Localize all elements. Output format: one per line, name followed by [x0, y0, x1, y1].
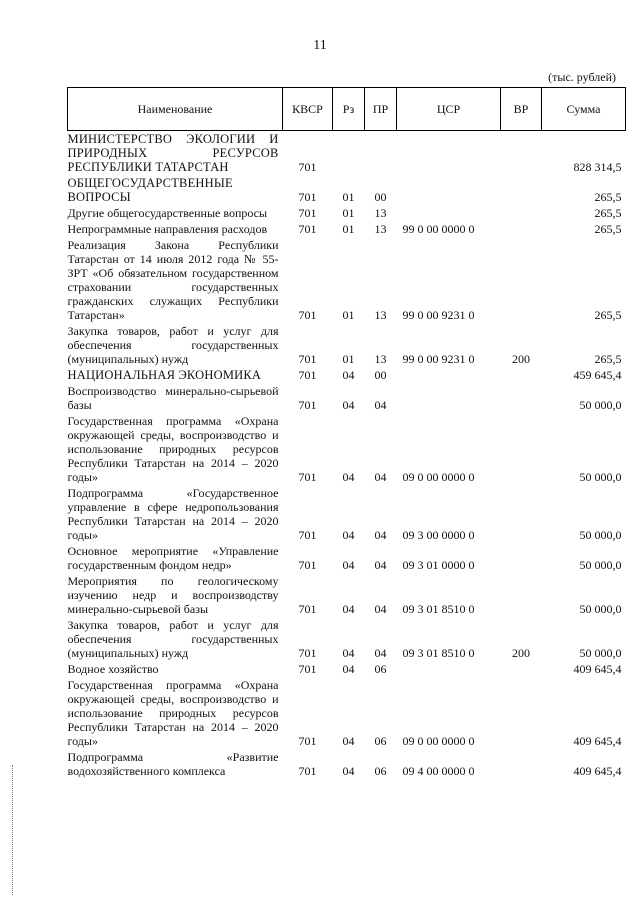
cell-rz: 04 — [342, 398, 355, 412]
cell-sum: 50 000,0 — [579, 398, 622, 412]
cell-rz: 04 — [342, 558, 355, 572]
cell-kvsr: 701 — [298, 190, 317, 204]
margin-dotted-mark — [12, 765, 13, 895]
cell-sum: 409 645,4 — [573, 764, 622, 778]
table-row — [68, 543, 626, 573]
cell-name: Воспроизводство минерально-сырьевой базы — [67, 384, 279, 412]
cell-name: Основное мероприятие «Управление государственным фондом недр» — [67, 544, 279, 572]
cell-sum: 50 000,0 — [579, 470, 622, 484]
cell-kvsr: 701 — [298, 662, 317, 676]
cell-name: НАЦИОНАЛЬНАЯ ЭКОНОМИКА — [67, 368, 262, 382]
table-row — [68, 485, 626, 543]
cell-pr: 06 — [374, 764, 387, 778]
cell-sum: 265,5 — [594, 352, 622, 366]
cell-rz: 04 — [342, 764, 355, 778]
cell-name: Непрограммные направления расходов — [67, 222, 268, 236]
header-pr: ПР — [365, 88, 397, 131]
cell-kvsr: 701 — [298, 602, 317, 616]
table-row — [68, 205, 626, 221]
cell-rz: 04 — [342, 528, 355, 542]
cell-csr: 09 4 00 0000 0 — [402, 764, 475, 778]
cell-pr: 13 — [374, 352, 387, 366]
header-kvsr: КВСР — [283, 88, 333, 131]
cell-vr — [501, 383, 542, 413]
cell-name: Подпрограмма «Государственное управление в сфере недропользования Республики Татарстан на 2014 – 2020 годы» — [67, 486, 279, 542]
cell-vr — [501, 485, 542, 543]
cell-kvsr: 701 — [298, 160, 317, 174]
cell-rz: 01 — [342, 206, 355, 220]
cell-pr: 04 — [374, 558, 387, 572]
cell-vr — [501, 175, 542, 205]
table-row — [68, 367, 626, 383]
cell-kvsr: 701 — [298, 368, 317, 382]
cell-sum: 265,5 — [594, 308, 622, 322]
cell-vr — [501, 205, 542, 221]
cell-rz: 04 — [342, 470, 355, 484]
cell-pr: 13 — [374, 308, 387, 322]
cell-sum: 50 000,0 — [579, 558, 622, 572]
table-row — [68, 661, 626, 677]
cell-csr — [397, 131, 501, 176]
cell-kvsr: 701 — [298, 764, 317, 778]
cell-pr: 04 — [374, 646, 387, 660]
cell-kvsr: 701 — [298, 206, 317, 220]
cell-vr — [501, 237, 542, 323]
cell-pr: 13 — [374, 206, 387, 220]
cell-rz: 04 — [342, 734, 355, 748]
cell-csr — [397, 205, 501, 221]
cell-csr: 09 0 00 0000 0 — [402, 734, 475, 748]
cell-rz: 01 — [342, 190, 355, 204]
cell-vr — [501, 661, 542, 677]
cell-vr: 200 — [512, 646, 530, 660]
cell-sum: 50 000,0 — [579, 602, 622, 616]
cell-name: Мероприятия по геологическому изучению недр и воспроизводству минерально-сырьевой базы — [67, 574, 279, 616]
cell-name: МИНИСТЕРСТВО ЭКОЛОГИИ И ПРИРОДНЫХ РЕСУРСОВ РЕСПУБЛИКИ ТАТАРСТАН — [67, 132, 279, 174]
cell-vr — [501, 749, 542, 779]
header-name: Наименование — [68, 88, 283, 131]
cell-name: Реализация Закона Республики Татарстан от 14 июля 2012 года № 55-ЗРТ «Об обязательном государственном страховании государственных гражданских служащих Республики Татарстан» — [67, 238, 279, 322]
cell-pr: 04 — [374, 602, 387, 616]
cell-sum: 265,5 — [594, 190, 622, 204]
budget-table — [67, 87, 626, 779]
cell-pr: 06 — [374, 662, 387, 676]
cell-csr: 99 0 00 9231 0 — [402, 352, 475, 366]
cell-sum: 828 314,5 — [573, 160, 622, 174]
cell-rz: 04 — [342, 602, 355, 616]
table-row — [68, 749, 626, 779]
cell-kvsr: 701 — [298, 470, 317, 484]
header-rz: Рз — [333, 88, 365, 131]
table-row — [68, 413, 626, 485]
cell-kvsr: 701 — [298, 308, 317, 322]
table-row — [68, 323, 626, 367]
cell-vr — [501, 677, 542, 749]
table-row — [68, 131, 626, 176]
cell-csr: 09 3 01 8510 0 — [402, 646, 475, 660]
cell-pr: 00 — [374, 368, 387, 382]
cell-rz: 04 — [342, 368, 355, 382]
table-row — [68, 175, 626, 205]
cell-sum: 50 000,0 — [579, 646, 622, 660]
cell-pr: 04 — [374, 398, 387, 412]
cell-csr: 09 0 00 0000 0 — [402, 470, 475, 484]
table-body — [68, 131, 626, 780]
cell-sum: 265,5 — [594, 222, 622, 236]
cell-kvsr: 701 — [298, 352, 317, 366]
cell-csr — [397, 367, 501, 383]
table-header — [68, 88, 626, 131]
cell-vr — [501, 543, 542, 573]
table-row — [68, 677, 626, 749]
cell-vr — [501, 413, 542, 485]
cell-csr: 99 0 00 9231 0 — [402, 308, 475, 322]
cell-kvsr: 701 — [298, 734, 317, 748]
cell-name: Другие общегосударственные вопросы — [67, 206, 268, 220]
table-row — [68, 237, 626, 323]
table-row — [68, 617, 626, 661]
cell-sum: 265,5 — [594, 206, 622, 220]
cell-vr — [501, 131, 542, 176]
cell-sum: 50 000,0 — [579, 528, 622, 542]
cell-csr — [397, 383, 501, 413]
cell-rz: 04 — [342, 662, 355, 676]
cell-name: Закупка товаров, работ и услуг для обеспечения государственных (муниципальных) нужд — [67, 324, 279, 366]
cell-rz: 01 — [342, 308, 355, 322]
table-row — [68, 221, 626, 237]
cell-kvsr: 701 — [298, 528, 317, 542]
cell-vr — [501, 367, 542, 383]
cell-name: Закупка товаров, работ и услуг для обеспечения государственных (муниципальных) нужд — [67, 618, 279, 660]
cell-rz: 04 — [342, 646, 355, 660]
cell-sum: 409 645,4 — [573, 734, 622, 748]
cell-csr: 09 3 01 0000 0 — [402, 558, 475, 572]
cell-name: Подпрограмма «Развитие водохозяйственного комплекса — [67, 750, 279, 778]
cell-rz: 01 — [342, 352, 355, 366]
cell-vr — [501, 221, 542, 237]
cell-pr: 04 — [374, 528, 387, 542]
cell-sum: 409 645,4 — [573, 662, 622, 676]
header-sum: Сумма — [542, 88, 626, 131]
cell-kvsr: 701 — [298, 398, 317, 412]
page-number: 11 — [313, 38, 327, 53]
cell-pr: 00 — [374, 190, 387, 204]
cell-pr: 04 — [374, 470, 387, 484]
cell-sum: 459 645,4 — [573, 368, 622, 382]
cell-csr: 99 0 00 0000 0 — [402, 222, 475, 236]
cell-rz — [333, 131, 365, 176]
header-csr: ЦСР — [397, 88, 501, 131]
cell-rz: 01 — [342, 222, 355, 236]
cell-vr: 200 — [512, 352, 530, 366]
cell-vr — [501, 573, 542, 617]
cell-pr: 13 — [374, 222, 387, 236]
cell-pr — [365, 131, 397, 176]
cell-csr: 09 3 01 8510 0 — [402, 602, 475, 616]
cell-csr — [397, 661, 501, 677]
cell-kvsr: 701 — [298, 222, 317, 236]
cell-name: Государственная программа «Охрана окружающей среды, воспроизводство и использование природных ресурсов Республики Татарстан на 2014 – 2020 годы» — [67, 414, 279, 484]
header-vr: ВР — [501, 88, 542, 131]
table-row — [68, 383, 626, 413]
cell-csr — [397, 175, 501, 205]
cell-pr: 06 — [374, 734, 387, 748]
cell-name: ОБЩЕГОСУДАРСТВЕННЫЕ ВОПРОСЫ — [67, 176, 233, 204]
cell-name: Государственная программа «Охрана окружающей среды, воспроизводство и использование природных ресурсов Республики Татарстан на 2014 – 2020 годы» — [67, 678, 279, 748]
cell-kvsr: 701 — [298, 646, 317, 660]
cell-kvsr: 701 — [298, 558, 317, 572]
table-row — [68, 573, 626, 617]
cell-name: Водное хозяйство — [67, 662, 159, 676]
units-label: (тыс. рублей) — [548, 70, 616, 84]
cell-csr: 09 3 00 0000 0 — [402, 528, 475, 542]
